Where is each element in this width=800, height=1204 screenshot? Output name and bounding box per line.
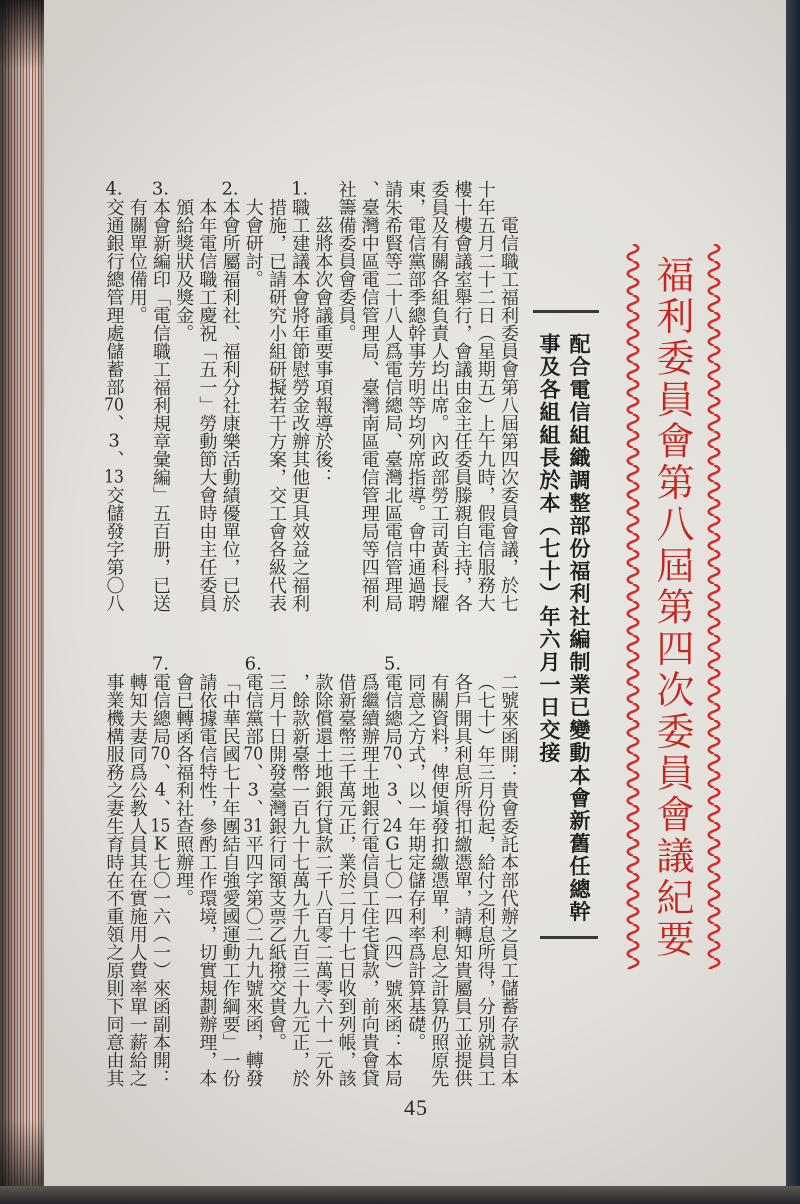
text-column: 委員及有關各組負責人均出席。內政部勞工司黃科長耀: [428, 180, 450, 612]
text-column: 爲繼續辦理土地銀行電信員工住宅貸款，前向貴會貸: [358, 673, 380, 1087]
list-item-3: 3.本會新編印「電信職工福利規章彙編」五百册，已送: [149, 180, 171, 612]
text-column: 「中華民國七十年團結自強愛國運動工作綱要」一份: [219, 673, 241, 1087]
text-column: 請依據電信特性，參酌工作環境，切實規劃辦理，本: [196, 673, 218, 1087]
list-item-5: 5.電信總局70、3、24G七〇一四（四）號來函：本局: [381, 655, 403, 1087]
text-column: 東，電信黨部季總幹事芳明等均列席指導。會中通過聘: [405, 180, 427, 612]
text-column: 頒給獎狀及獎金。: [173, 198, 195, 342]
page-number: 45: [404, 1095, 428, 1120]
text-column: ，餘款新臺幣一百九十七萬九千九百三十九元正，於: [289, 673, 311, 1087]
list-item-4: 4.交通銀行總管理處儲蓄部70、3、13交儲發字第〇八: [103, 180, 125, 612]
text-column: 同意之方式，以一年期定儲存利率爲計算基礎。: [405, 673, 427, 1051]
list-item-2: 2.本會所屬福利社、福利分社康樂活動績優單位，已於: [219, 180, 241, 612]
list-item-7: 7.電信總局70、4、15K七〇一六（一）來函副本開：: [149, 655, 171, 1087]
book-cover-edge: [786, 0, 800, 1204]
document-title: 福利委員會第八屆第四次委員會議紀要: [650, 255, 694, 961]
text-column: 轉知夫妻同爲公教人員其在實施用人費率單一薪給之: [126, 673, 148, 1087]
text-column: 措施，已請研究小組研擬若干方案，交工會各級代表: [265, 198, 287, 612]
text-column: 二號來函開：貴會委託本部代辦之員工儲蓄存款自本: [498, 673, 519, 1087]
text-column: 各戶開具利息所得扣繳憑單，請轉知貴屬員工並提供: [451, 673, 473, 1087]
book-page-edges: [0, 0, 50, 1204]
subtitle-rule-top: [533, 310, 599, 313]
text-column: 十年五月二十二日（星期五）上午九時，假電信服務大: [474, 180, 496, 612]
list-item-1: 1.職工建議本會將年節慰勞金改辦其他更具效益之福利: [289, 180, 311, 612]
text-column: 大會研討。: [242, 198, 264, 288]
text-column: 、臺灣中區電信管理局、臺灣南區電信管理局等四福利: [358, 180, 380, 612]
text-column: 電信職工福利委員會第八屆第四次委員會議，於七: [498, 216, 519, 612]
subtitle-line: 事及各組組長於本（七十）年六月一日交接: [537, 333, 561, 765]
subtitle-line: 配合電信組織調整部份福利社編制業已變動本會新舊任總幹: [567, 333, 591, 924]
text-column: 社籌備委員會委員。: [335, 180, 357, 342]
text-column: 款除償還土地銀行貸款二千八百零二萬零六十一元外: [312, 673, 334, 1087]
document-subtitle: [534, 333, 594, 943]
text-column: 事業機構服務之妻生育時在不重領之原則下同意由其: [103, 673, 125, 1087]
wavy-border-left: [624, 244, 642, 969]
lower-text-block: [102, 655, 520, 1095]
text-column: （七十）年三月份起，給付之利息所得，分別就員工: [474, 673, 496, 1087]
text-column: 三月十日開發臺灣銀行同額支票乙紙撥交貴會。: [265, 673, 287, 1051]
text-column: 茲將本次會議重要事項報導於後：: [312, 216, 334, 486]
text-column: 請朱希賢等二十八人爲電信總局、臺灣北區電信管理局: [381, 180, 403, 612]
upper-text-block: [102, 180, 520, 620]
list-item-6: 6.電信黨部70、3、31平四字第〇二九九號來函，轉發: [242, 655, 264, 1087]
text-column: 借新臺幣三千萬元正，業於二月十七日收到列帳，該: [335, 673, 357, 1087]
text-column: 有關單位備用。: [126, 198, 148, 324]
text-column: 會已轉函各福利社查照辦理。: [173, 673, 195, 907]
subtitle-rule-bottom: [540, 936, 598, 939]
book-bottom-edge: [0, 1186, 800, 1204]
wavy-border-right: [705, 244, 723, 969]
text-column: 本年電信職工慶祝「五一」勞動節大會時由主任委員: [196, 198, 218, 612]
text-column: 樓十樓會議室舉行，會議由金主任委員滕親自主持，各: [451, 180, 473, 612]
text-column: 有關資料，俾便塡發扣繳憑單，利息之計算仍照原先: [428, 673, 450, 1087]
